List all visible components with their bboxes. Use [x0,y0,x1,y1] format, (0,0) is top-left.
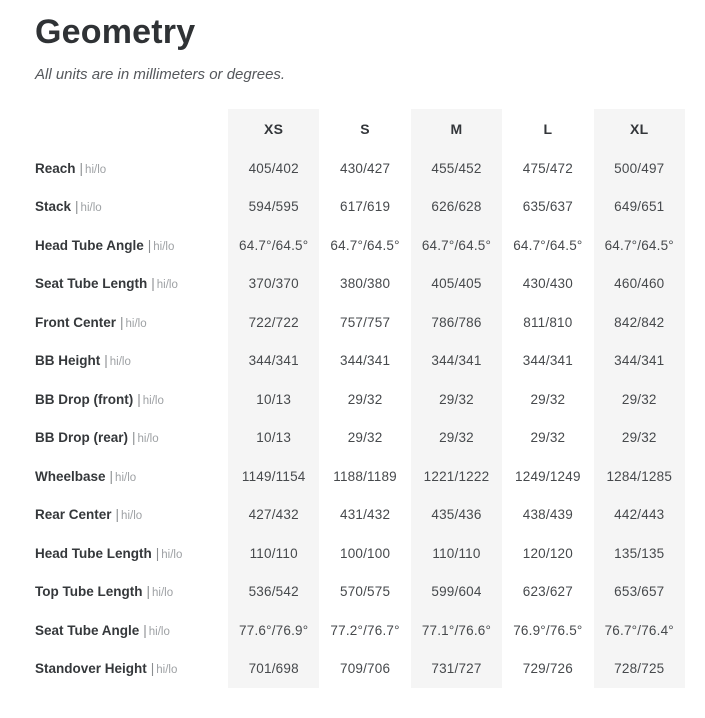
row-label: BB Drop (rear) [35,430,129,446]
row-label-separator: | [109,468,114,484]
geometry-value-cell: 29/32 [530,430,566,446]
geometry-value-cell: 29/32 [594,380,685,419]
row-label: BB Drop (front) [35,391,134,407]
row-sublabel: hi/lo [115,471,137,484]
geometry-value-cell: 76.7°/76.4° [594,611,685,650]
row-sublabel: hi/lo [85,163,107,176]
row-sublabel: hi/lo [121,510,143,523]
table-row [35,226,685,265]
geometry-value-cell: 344/341 [594,342,685,381]
row-label-separator: | [115,507,120,523]
row-label: Head Tube Length [35,545,152,561]
units-note: All units are in millimeters or degrees. [35,66,286,83]
geometry-table-body [35,149,685,688]
geometry-value-cell: 405/402 [228,149,319,188]
geometry-value-cell: 344/341 [339,353,391,369]
row-label-separator: | [155,545,160,561]
row-sublabel: hi/lo [125,317,147,330]
geometry-value-cell: 29/32 [411,380,502,419]
row-label-cell [35,199,228,214]
row-label: Head Tube Angle [35,237,144,253]
size-header-m: M [411,109,502,149]
geometry-value-cell: 430/430 [522,276,573,292]
geometry-value-cell: 100/100 [339,545,391,561]
row-sublabel: hi/lo [156,279,178,292]
row-label-separator: | [120,314,124,330]
table-row [35,265,685,304]
table-row [35,650,685,689]
row-label-cell [35,546,228,561]
geometry-value-cell: 64.7°/64.5° [330,237,400,253]
geometry-value-cell: 709/706 [339,661,391,677]
row-label-separator: | [79,160,84,176]
table-row [35,380,685,419]
row-sublabel: hi/lo [156,664,178,677]
row-label-separator: | [137,391,141,407]
geometry-value-cell: 110/110 [411,534,502,573]
row-label: Seat Tube Length [35,276,148,292]
row-label-separator: | [104,353,108,369]
geometry-value-cell: 1221/1222 [411,457,502,496]
row-label-separator: | [132,430,136,446]
geometry-value-cell: 626/628 [411,188,502,227]
geometry-value-cell: 599/604 [411,573,502,612]
row-label: Top Tube Length [35,584,143,600]
geometry-value-cell: 757/757 [339,314,391,330]
geometry-value-cell: 594/595 [228,188,319,227]
geometry-value-cell: 427/432 [228,496,319,535]
row-sublabel: hi/lo [152,587,174,600]
geometry-value-cell: 29/32 [411,419,502,458]
geometry-value-cell: 649/651 [594,188,685,227]
geometry-value-cell: 455/452 [411,149,502,188]
row-label-separator: | [150,661,155,677]
geometry-value-cell: 64.7°/64.5° [513,237,583,253]
row-label-cell [35,161,228,176]
geometry-value-cell: 64.7°/64.5° [411,226,502,265]
table-row [35,457,685,496]
row-label-separator: | [151,276,155,292]
geometry-value-cell: 64.7°/64.5° [228,226,319,265]
geometry-value-cell: 1188/1189 [333,468,397,484]
geometry-value-cell: 431/432 [339,507,391,523]
row-label-cell [35,430,228,445]
geometry-value-cell: 430/427 [339,160,391,176]
geometry-value-cell: 722/722 [228,303,319,342]
size-header-xs: XS [228,109,319,149]
geometry-value-cell: 475/472 [522,160,573,176]
geometry-value-cell: 1149/1154 [228,457,319,496]
geometry-value-cell: 811/810 [523,314,573,330]
table-row [35,534,685,573]
page-title: Geometry [35,13,196,51]
row-label: Standover Height [35,661,147,677]
geometry-value-cell: 77.6°/76.9° [228,611,319,650]
table-row [35,303,685,342]
size-header-xl: XL [594,109,685,149]
geometry-value-cell: 438/439 [522,507,573,523]
geometry-value-cell: 442/443 [594,496,685,535]
row-sublabel: hi/lo [80,202,102,215]
table-row [35,188,685,227]
table-row [35,496,685,535]
row-label-cell [35,623,228,638]
geometry-value-cell: 10/13 [228,380,319,419]
row-sublabel: hi/lo [109,356,131,369]
geometry-value-cell: 344/341 [228,342,319,381]
geometry-value-cell: 617/619 [339,199,391,215]
row-label: Rear Center [35,507,112,523]
row-label: BB Height [35,353,101,369]
geometry-value-cell: 570/575 [339,584,391,600]
geometry-value-cell: 370/370 [228,265,319,304]
row-label-separator: | [75,199,79,215]
geometry-value-cell: 29/32 [347,430,383,446]
row-sublabel: hi/lo [137,433,159,446]
row-label-cell [35,315,228,330]
geometry-value-cell: 110/110 [228,534,319,573]
table-row [35,419,685,458]
row-label-separator: | [146,584,150,600]
geometry-value-cell: 635/637 [522,199,573,215]
row-sublabel: hi/lo [161,548,183,561]
geometry-value-cell: 405/405 [411,265,502,304]
geometry-value-cell: 460/460 [594,265,685,304]
table-row [35,149,685,188]
size-header-row [35,109,685,149]
geometry-value-cell: 380/380 [339,276,391,292]
row-label: Stack [35,199,72,215]
row-label-cell [35,276,228,291]
geometry-value-cell: 77.1°/76.6° [411,611,502,650]
table-row [35,611,685,650]
geometry-value-cell: 1284/1285 [594,457,685,496]
row-sublabel: hi/lo [153,240,175,253]
geometry-value-cell: 701/698 [228,650,319,689]
geometry-value-cell: 623/627 [522,584,573,600]
row-label-cell [35,392,228,407]
geometry-value-cell: 344/341 [411,342,502,381]
geometry-value-cell: 728/725 [594,650,685,689]
geometry-value-cell: 500/497 [594,149,685,188]
geometry-value-cell: 786/786 [411,303,502,342]
size-header-l: L [543,121,553,137]
geometry-value-cell: 653/657 [594,573,685,612]
row-label-separator: | [147,237,152,253]
row-sublabel: hi/lo [148,625,170,638]
geometry-value-cell: 842/842 [594,303,685,342]
row-label-cell [35,507,228,522]
row-label-cell [35,584,228,599]
row-label: Seat Tube Angle [35,622,140,638]
size-header-s: S [360,121,370,137]
geometry-value-cell: 76.9°/76.5° [513,622,583,638]
row-label-cell [35,661,228,676]
geometry-value-cell: 344/341 [522,353,573,369]
geometry-value-cell: 29/32 [530,391,566,407]
geometry-value-cell: 120/120 [522,545,573,561]
geometry-value-cell: 536/542 [228,573,319,612]
geometry-value-cell: 29/32 [347,391,383,407]
row-label: Front Center [35,314,116,330]
row-sublabel: hi/lo [142,394,164,407]
row-label-cell [35,238,228,253]
row-label-separator: | [143,622,147,638]
geometry-value-cell: 729/726 [522,661,573,677]
geometry-value-cell: 1249/1249 [515,468,581,484]
row-label: Reach [35,160,76,176]
geometry-value-cell: 435/436 [411,496,502,535]
row-label: Wheelbase [35,468,106,484]
geometry-value-cell: 64.7°/64.5° [594,226,685,265]
table-row [35,342,685,381]
geometry-value-cell: 731/727 [411,650,502,689]
table-row [35,573,685,612]
geometry-value-cell: 10/13 [228,419,319,458]
row-label-cell [35,469,228,484]
geometry-value-cell: 77.2°/76.7° [330,622,400,638]
geometry-value-cell: 29/32 [594,419,685,458]
geometry-table [35,109,685,688]
row-label-cell [35,353,228,368]
geometry-value-cell: 135/135 [594,534,685,573]
